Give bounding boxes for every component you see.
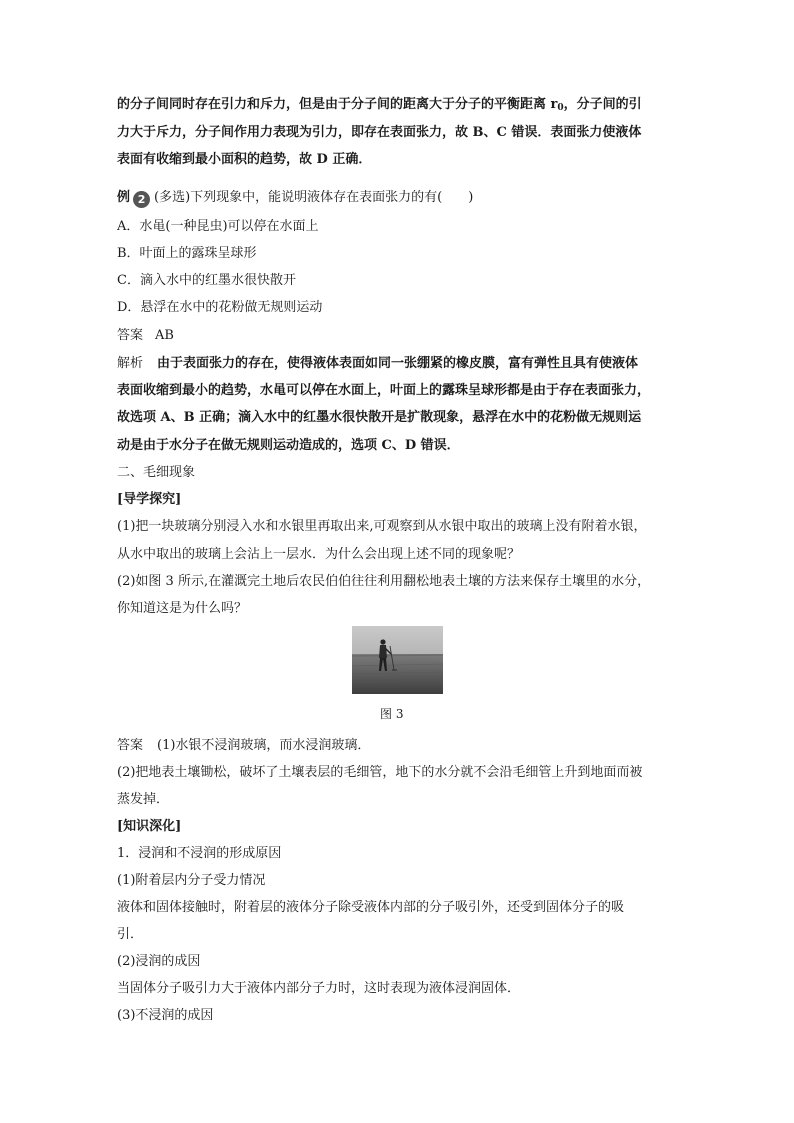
section2-answer-2-line-2: 蒸发掉． <box>117 792 170 807</box>
example-label: 例 <box>117 190 131 205</box>
answer-value: AB <box>155 328 174 343</box>
example-number-badge: 2 <box>133 191 150 208</box>
sub-heading-1: (1)附着层内分子受力情况 <box>117 873 266 888</box>
sub1-text-line-2: 引． <box>117 927 144 942</box>
example-question <box>117 189 473 208</box>
guide-q1-line-1: (1)把一块玻璃分别浸入水和水银里再取出来,可观察到从水银中取出的玻璃上没有附着水银， <box>117 519 647 534</box>
sub-heading-2: (2)浸润的成因 <box>117 954 201 969</box>
intro-line-3: 表面有收缩到最小面积的趋势，故 D 正确． <box>117 152 372 167</box>
guide-q2-line-1: (2)如图 3 所示,在灌溉完土地后农民伯伯往往利用翻松地表土壤的方法来保存土壤里的水分， <box>117 574 651 589</box>
point-1: 1．浸润和不浸润的形成原因 <box>117 846 282 861</box>
section2-answer-2-line-1: (2)把地表土壤锄松，破坏了土壤表层的毛细管，地下的水分就不会沿毛细管上升到地面而被 <box>117 765 643 780</box>
intro-line-1 <box>117 96 642 117</box>
analysis-line-4: 动是由于水分子在做无规则运动造成的，选项 C、D 错误． <box>117 438 460 453</box>
intro-line-2: 力大于斥力，分子间作用力表现为引力，即存在表面张力，故 B、C 错误．表面张力使液体 <box>117 125 642 140</box>
guide-q1-line-2: 从水中取出的玻璃上会沾上一层水．为什么会出现上述不同的现象呢？ <box>117 547 521 562</box>
answer-label: 答案 <box>117 328 144 343</box>
sub-heading-3: (3)不浸润的成因 <box>117 1008 214 1023</box>
figure-farmer-photo <box>352 626 443 694</box>
figure-caption: 图 3 <box>380 707 404 721</box>
deep-heading: [知识深化] <box>117 819 182 834</box>
answer-label: 答案 <box>117 738 144 753</box>
sub2-text: 当固体分子吸引力大于液体内部分子力时，这时表现为液体浸润固体． <box>117 981 521 996</box>
intro-text: ，分子间的引 <box>563 97 642 112</box>
option-a: A．水黾(一种昆虫)可以停在水面上 <box>117 219 319 234</box>
analysis-line-2: 表面收缩到最小的趋势，水黾可以停在水面上，叶面上的露珠呈球形都是由于存在表面张力， <box>117 383 651 398</box>
sub1-text-line-1: 液体和固体接触时，附着层的液体分子除受液体内部的分子吸引外，还受到固体分子的吸 <box>117 900 625 915</box>
analysis-line-1 <box>117 355 638 373</box>
option-b: B．叶面上的露珠呈球形 <box>117 246 257 261</box>
guide-heading: [导学探究] <box>117 492 182 507</box>
intro-text: 的分子间同时存在引力和斥力，但是由于分子间的距离大于分子的平衡距离 r <box>117 97 558 112</box>
subscript: 0 <box>557 103 564 113</box>
analysis-label: 解析 <box>117 356 144 371</box>
analysis-text: 由于表面张力的存在，使得液体表面如同一张绷紧的橡皮膜，富有弹性且具有使液体 <box>157 356 639 371</box>
section-title: 二、毛细现象 <box>117 465 196 480</box>
analysis-line-3: 故选项 A、B 正确；滴入水中的红墨水很快散开是扩散现象，悬浮在水中的花粉做无规则运 <box>117 410 642 425</box>
option-d: D．悬浮在水中的花粉做无规则运动 <box>117 300 323 315</box>
question-text: (多选)下列现象中，能说明液体存在表面张力的有( ) <box>154 190 474 205</box>
example-answer <box>117 327 174 345</box>
answer-text: (1)水银不浸润玻璃，而水浸润玻璃． <box>157 738 371 753</box>
option-c: C．滴入水中的红墨水很快散开 <box>117 273 296 288</box>
guide-q2-line-2: 你知道这是为什么吗？ <box>117 601 248 616</box>
section2-answer-1 <box>117 737 370 755</box>
